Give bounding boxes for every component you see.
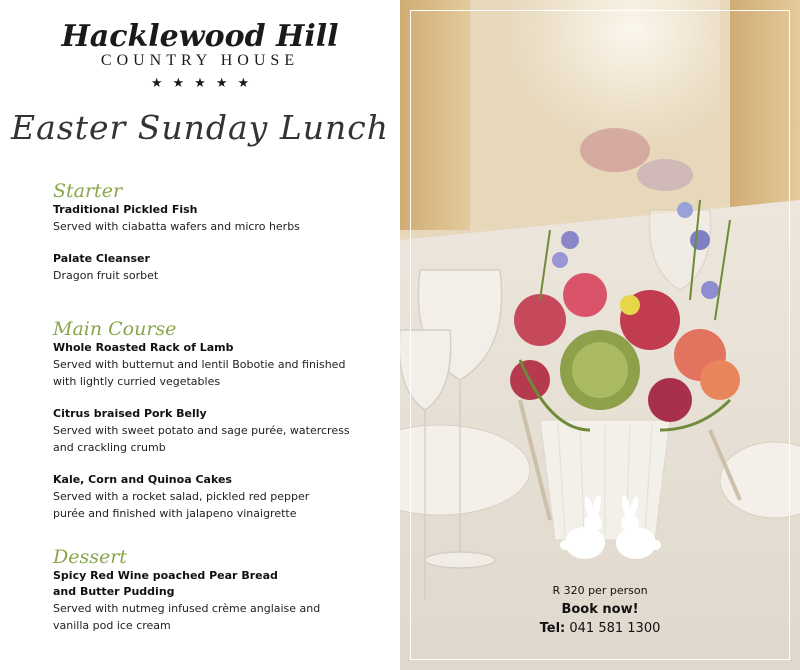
dish-name: Traditional Pickled Fish bbox=[53, 203, 198, 216]
dish-name: Citrus braised Pork Belly bbox=[53, 407, 207, 420]
tel-number: 041 581 1300 bbox=[569, 621, 661, 636]
section-heading: Starter bbox=[53, 180, 123, 202]
dish-description: Dragon fruit sorbet bbox=[53, 269, 159, 282]
bunny-icon bbox=[555, 495, 665, 565]
booking-info bbox=[400, 582, 800, 638]
event-title: Easter Sunday Lunch bbox=[11, 108, 389, 147]
dish-name: Palate Cleanser bbox=[53, 252, 150, 265]
brand-name: Hacklewood Hill bbox=[61, 19, 339, 54]
brand-logo bbox=[0, 20, 400, 91]
star-rating: ★★★★★ bbox=[150, 76, 260, 91]
dish-description: Served with a rocket salad, pickled red pepper purée and finished with jalapeno vinaigrette bbox=[53, 490, 310, 520]
dish-name: Whole Roasted Rack of Lamb bbox=[53, 341, 234, 354]
list-item bbox=[53, 406, 388, 456]
book-now-text: Book now! bbox=[561, 602, 639, 617]
photo-illustration bbox=[400, 0, 800, 670]
table-photo bbox=[400, 0, 800, 670]
dish-description: Served with sweet potato and sage purée, watercress and crackling crumb bbox=[53, 424, 350, 454]
list-item bbox=[53, 568, 388, 634]
dish-name: Spicy Red Wine poached Pear Bread and Butter Pudding bbox=[53, 569, 278, 598]
telephone bbox=[400, 619, 800, 638]
list-item bbox=[53, 472, 388, 522]
price-text: R 320 per person bbox=[552, 584, 648, 597]
dish-description: Served with butternut and lentil Bobotie and finished with lightly curried vegetables bbox=[53, 358, 346, 388]
list-item bbox=[53, 202, 388, 235]
section-dessert bbox=[53, 546, 388, 650]
section-main-course bbox=[53, 318, 388, 538]
section-starter bbox=[53, 180, 388, 300]
list-item bbox=[53, 251, 388, 284]
dish-description: Served with nutmeg infused crème anglaise and vanilla pod ice cream bbox=[53, 602, 321, 632]
section-heading: Main Course bbox=[53, 318, 177, 340]
dish-name: Kale, Corn and Quinoa Cakes bbox=[53, 473, 232, 486]
list-item bbox=[53, 340, 388, 390]
section-heading: Dessert bbox=[53, 546, 127, 568]
tel-label: Tel: bbox=[539, 621, 566, 636]
brand-subtitle: COUNTRY HOUSE bbox=[100, 52, 300, 69]
dish-description: Served with ciabatta wafers and micro herbs bbox=[53, 220, 300, 233]
